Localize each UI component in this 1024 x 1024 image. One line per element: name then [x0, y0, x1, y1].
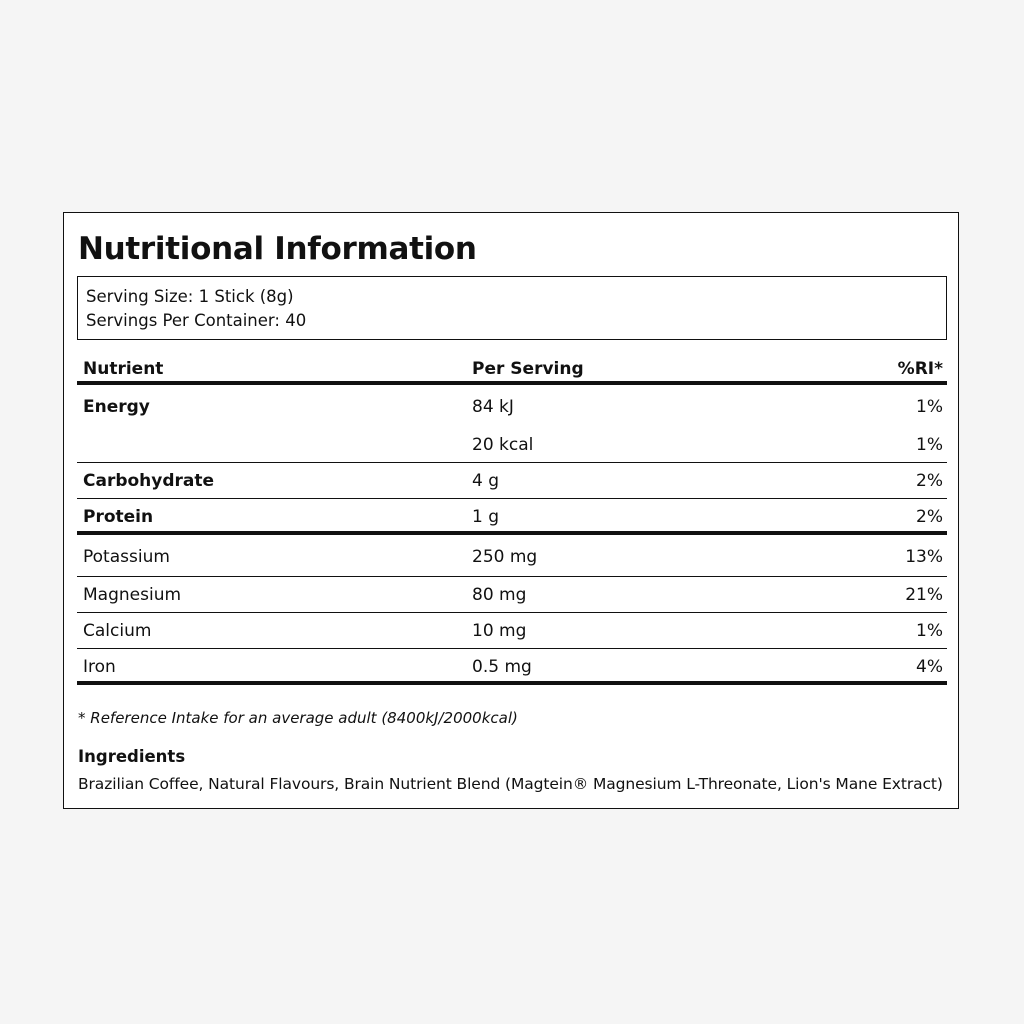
ri-value: 4%	[916, 657, 943, 677]
header-nutrient: Nutrient	[83, 359, 164, 379]
table-row-carbohydrate	[77, 463, 947, 499]
header-ri: %RI*	[897, 359, 943, 379]
nutrient-name: Calcium	[83, 621, 152, 641]
table-row-energy-kcal	[77, 427, 947, 463]
table-row-calcium	[77, 613, 947, 649]
per-serving-value: 4 g	[472, 471, 500, 491]
table-row-iron	[77, 649, 947, 685]
nutrient-name: Magnesium	[83, 585, 182, 605]
table-row-potassium	[77, 535, 947, 577]
ingredients-text: Brazilian Coffee, Natural Flavours, Brain Nutrient Blend (Magtein® Magnesium L-Threonate, Lion's Mane Extract)	[78, 775, 943, 793]
ri-value: 1%	[916, 621, 943, 641]
serving-info-box	[77, 276, 947, 340]
table-row-protein	[77, 499, 947, 535]
ri-value: 13%	[905, 547, 943, 567]
ri-footnote: * Reference Intake for an average adult (8400kJ/2000kcal)	[78, 709, 518, 727]
ri-value: 2%	[916, 507, 943, 527]
servings-per-container: Servings Per Container: 40	[86, 311, 307, 330]
per-serving-value: 84 kJ	[472, 397, 514, 417]
per-serving-value: 20 kcal	[472, 435, 534, 455]
ri-value: 1%	[916, 435, 943, 455]
nutrient-name: Energy	[83, 397, 150, 417]
panel-title: Nutritional Information	[78, 231, 477, 267]
ri-value: 1%	[916, 397, 943, 417]
per-serving-value: 250 mg	[472, 547, 538, 567]
nutrient-name: Iron	[83, 657, 116, 677]
nutrient-name: Protein	[83, 507, 154, 527]
table-header-row	[77, 353, 947, 385]
per-serving-value: 0.5 mg	[472, 657, 532, 677]
table-row-energy-kj	[77, 385, 947, 427]
nutrition-panel	[63, 212, 959, 809]
ri-value: 2%	[916, 471, 943, 491]
per-serving-value: 1 g	[472, 507, 500, 527]
ingredients-heading: Ingredients	[78, 747, 186, 766]
ri-value: 21%	[905, 585, 943, 605]
table-row-magnesium	[77, 577, 947, 613]
per-serving-value: 80 mg	[472, 585, 527, 605]
nutrient-name: Potassium	[83, 547, 170, 567]
nutrition-table	[77, 353, 947, 685]
header-per-serving: Per Serving	[472, 359, 584, 379]
serving-size: Serving Size: 1 Stick (8g)	[86, 287, 294, 306]
per-serving-value: 10 mg	[472, 621, 527, 641]
nutrient-name: Carbohydrate	[83, 471, 215, 491]
